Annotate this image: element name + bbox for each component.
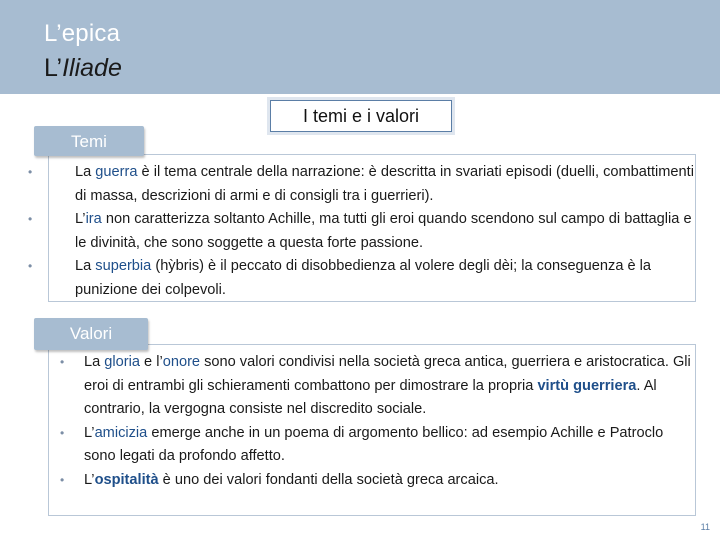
bullet-icon: •	[60, 472, 65, 487]
page-number: 11	[700, 522, 710, 532]
keyword: superbia	[95, 258, 152, 274]
bullet-icon: •	[60, 355, 65, 369]
slide-subtitle	[44, 54, 122, 83]
bullet-icon: •	[28, 259, 33, 273]
keyword: onore	[162, 354, 201, 370]
bullet-icon: •	[28, 212, 33, 226]
slide-title: L’epica	[44, 20, 121, 47]
list-item: • L’amicizia emerge anche in un poema di argomento bellico: ad esempio Achille e Patroclo sono legati da profondo affetto.	[58, 422, 698, 469]
valori-tab: Valori	[34, 318, 148, 350]
keyword: amicizia	[94, 424, 148, 441]
temi-tab: Temi	[34, 126, 144, 156]
subtitle-italic: Iliade	[62, 54, 122, 82]
list-item: • L’ira non caratterizza soltanto Achille, ma tutti gli eroi quando scendono sul campo di battaglia e le divinità, che sono soggette a questa forte passione.	[26, 208, 696, 255]
valori-list	[58, 351, 698, 492]
keyword: gloria	[104, 354, 140, 370]
slide-header	[0, 0, 720, 94]
list-item: • La gloria e l’onore sono valori condivisi nella società greca antica, guerriera e aristocratica. Gli eroi di entrambi gli schieramenti combattono per dimostrare la propria virtù guerriera. Al contrario, la vergogna consiste nel discredito sociale.	[58, 351, 698, 422]
bullet-icon: •	[60, 425, 65, 440]
list-item: • La superbia (hỳbris) è il peccato di disobbedienza al volere degli dèi; la conseguenza è la punizione dei colpevoli.	[26, 255, 696, 302]
subtitle-prefix: L’	[44, 54, 63, 82]
keyword: virtù guerriera	[537, 377, 637, 394]
keyword: guerra	[95, 164, 138, 180]
keyword: ospitalità	[94, 471, 159, 488]
list-item: • La guerra è il tema centrale della narrazione: è descritta in svariati episodi (duelli, combattimenti di massa, descrizioni di armi e di consigli tra i guerrieri).	[26, 161, 696, 208]
section-title: I temi e i valori	[270, 100, 452, 132]
list-item: • L’ospitalità è uno dei valori fondanti della società greca arcaica.	[58, 469, 698, 493]
temi-list	[26, 161, 696, 302]
bullet-icon: •	[28, 165, 33, 179]
keyword: ira	[85, 211, 102, 227]
